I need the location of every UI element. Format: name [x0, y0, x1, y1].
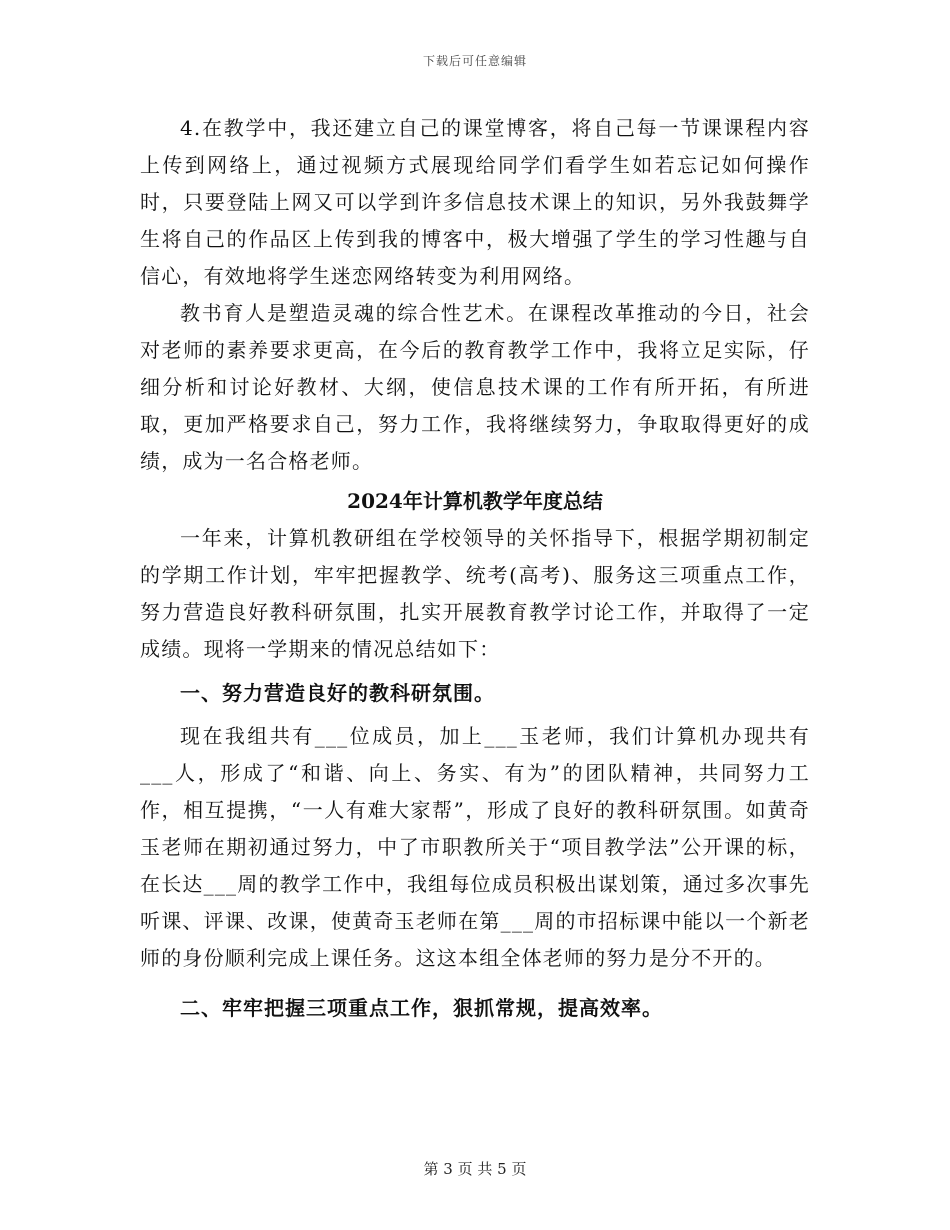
body-paragraph-4: 现在我组共有___位成员，加上___玉老师，我们计算机办现共有___人，形成了“和谐、向上、务实、有为”的团队精神，共同努力工作，相互提携，“一人有难大家帮”，形成了良好的教科研氛围。如黄奇玉老师在期初通过努力，中了市职教所关于“项目教学法”公开课的标，在长达___周的教学工作中，我组每位成员积极出谋划策，通过多次事先听课、评课、改课，使黄奇玉老师在第___周的市招标课中能以一个新老师的身份顺利完成上课任务。这这本组全体老师的努力是分不开的。 — [140, 724, 810, 970]
document-title: 2024年计算机教学年度总结 — [347, 489, 603, 513]
document-body — [140, 110, 810, 1033]
body-paragraph-3: 一年来，计算机教研组在学校领导的关怀指导下，根据学期初制定的学期工作计划，牢牢把握教学、统考(高考)、服务这三项重点工作，努力营造良好教科研氛围，扎实开展教育教学讨论工作，并取得了一定成绩。现将一学期来的情况总结如下： — [140, 526, 810, 661]
body-paragraph-1: 4.在教学中，我还建立自己的课堂博客，将自己每一节课课程内容上传到网络上，通过视频方式展现给同学们看学生如若忘记如何操作时，只要登陆上网又可以学到许多信息技术课上的知识，另外我鼓舞学生将自己的作品区上传到我的博客中，极大增强了学生的学习性趣与自信心，有效地将学生迷恋网络转变为利用网络。 — [140, 116, 810, 288]
section-heading-2: 二、牢牢把握三项重点工作，狠抓常规，提高效率。 — [180, 996, 663, 1020]
section-heading-1: 一、努力营造良好的教科研氛围。 — [180, 681, 495, 705]
page-number-footer: 第 3 页 共 5 页 — [423, 1160, 527, 1178]
page-header-note: 下载后可任意编辑 — [422, 54, 527, 68]
body-paragraph-2: 教书育人是塑造灵魂的综合性艺术。在课程改革推动的今日，社会对老师的素养要求更高，在今后的教育教学工作中，我将立足实际，仔细分析和讨论好教材、大纲，使信息技术课的工作有所开拓，有所进取，更加严格要求自己，努力工作，我将继续努力，争取取得更好的成绩，成为一名合格老师。 — [140, 301, 810, 473]
